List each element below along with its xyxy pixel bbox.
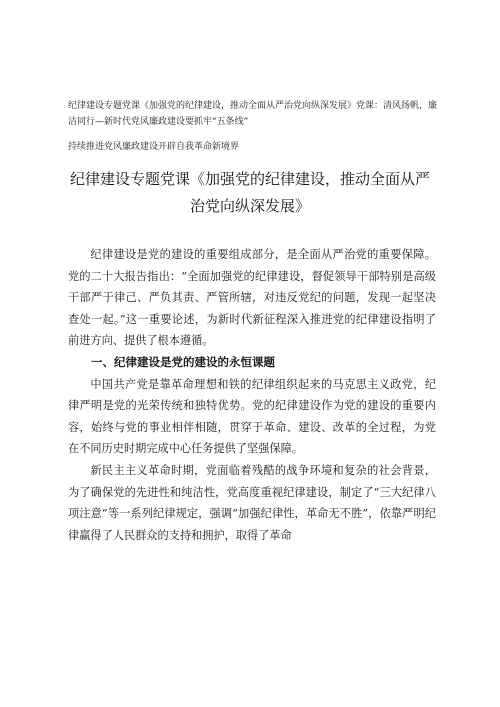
header-subtitle-line: 持续推进党风廉政建设开辟自我革命新境界	[68, 142, 240, 152]
section1-paragraph1: 中国共产党是靠革命理想和铁的纪律组织起来的马克思主义政党，纪律严明是党的光荣传统和独特优势。党的纪律建设作为党的建设的重要内容，始终与党的事业相伴相随，贯穿于革命、建设、改革的全过程，为党在不同历史时期完成中心任务提供了坚强保障。	[68, 377, 436, 456]
intro-paragraph: 纪律建设是党的建设的重要组成部分，是全面从严治党的重要保障。党的二十大报告指出：“全面加强党的纪律建设，督促领导干部特别是高级干部严于律己、严负其责、严管所辖，对违反党纪的问题，发现一起坚决查处一起。”这一重要论述，为新时代新征程深入推进党的纪律建设指明了前进方向、提供了根本遵循。	[68, 248, 436, 348]
document-body	[68, 244, 436, 546]
header-title-line: 纪律建设专题党课《加强党的纪律建设，推动全面从严治党向纵深发展》党课：清风扬帆，廉洁同行—新时代党风廉政建设要抓牢“五条线”	[68, 101, 438, 127]
document-title	[60, 166, 440, 220]
section1-heading: 一、纪律建设是党的建设的永恒课题	[91, 354, 275, 369]
document-title-line1: 纪律建设专题党课《加强党的纪律建设，推动全面从严	[69, 170, 430, 188]
spacer	[68, 130, 438, 139]
document-title-line2: 治党向纵深发展》	[189, 197, 310, 215]
header-titles	[68, 98, 438, 155]
section1-paragraph2: 新民主主义革命时期，党面临着残酷的战争环境和复杂的社会背景，为了确保党的先进性和纯洁性，党高度重视纪律建设，制定了“三大纪律八项注意”等一系列纪律规定，强调“加强纪律性，革命无不胜”，依靠严明纪律赢得了人民群众的支持和拥护，取得了革命	[68, 463, 436, 542]
